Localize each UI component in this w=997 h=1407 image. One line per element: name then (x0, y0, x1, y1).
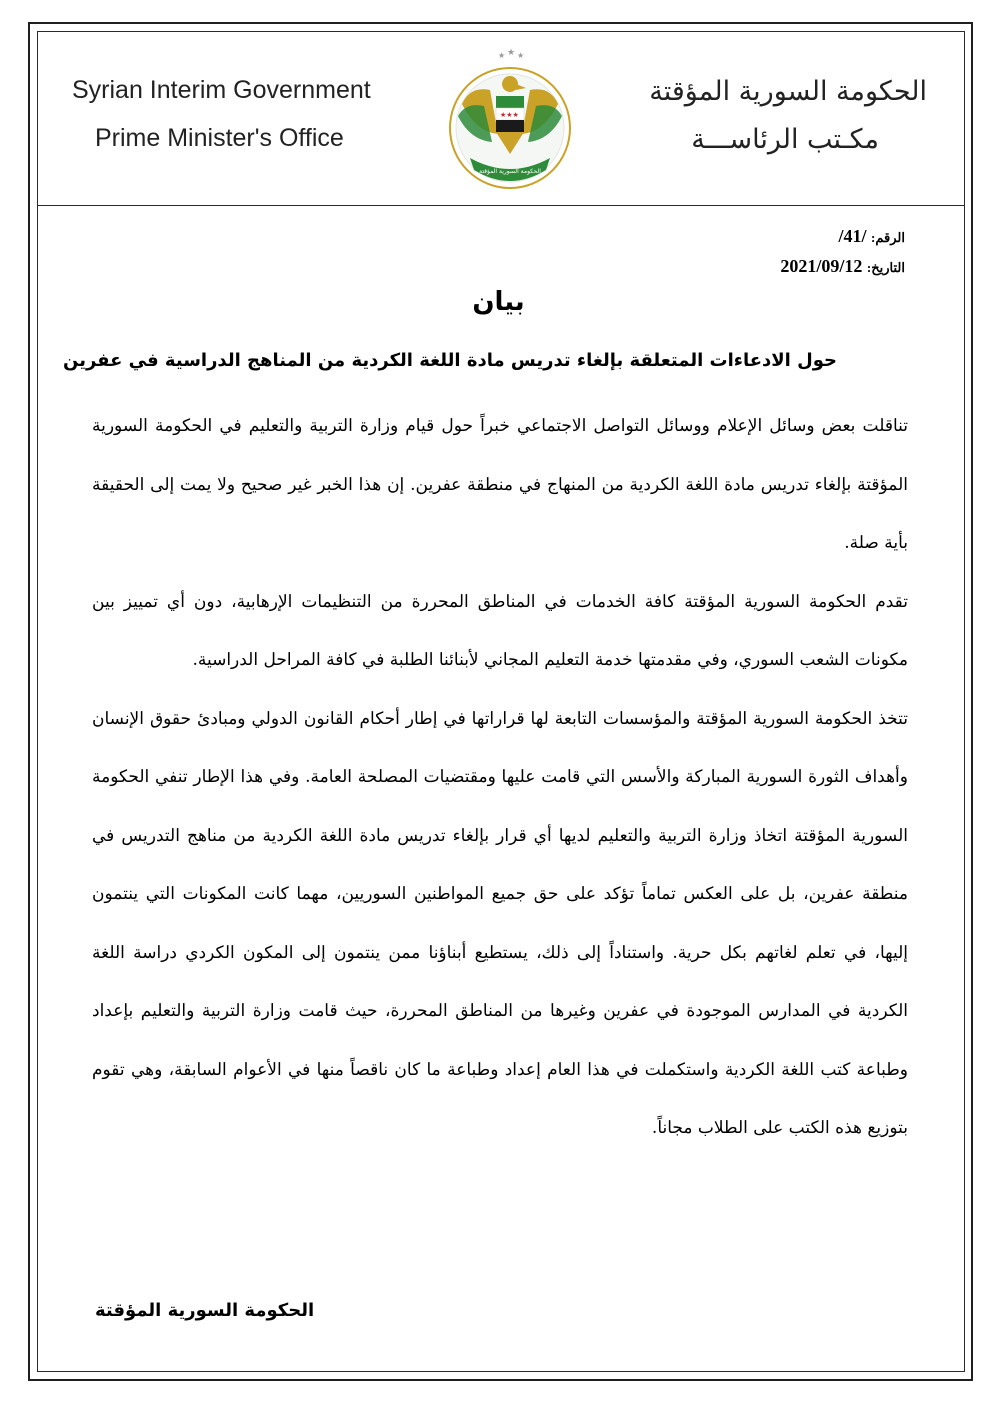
emblem-ribbon-text: الحكومة السورية المؤقتة (479, 168, 541, 175)
reference-number-value: /41/ (838, 226, 867, 246)
header-english-office: Prime Minister's Office (95, 124, 344, 152)
body-paragraph-1: تناقلت بعض وسائل الإعلام ووسائل التواصل الاجتماعي خبراً حول قيام وزارة التربية والتعليم في الحكومة السورية المؤقتة بإلغاء تدريس مادة اللغة الكردية من المنهاج في منطقة عفرين. إن هذا الخبر غير صحيح ولا يمت إلى الحقيقة بأية صلة. (92, 416, 908, 553)
reference-number (839, 226, 905, 247)
header-arabic-office: مكـتب الرئاســـة (691, 124, 879, 155)
document-title: بيان (472, 287, 525, 317)
body-paragraph-3: تتخذ الحكومة السورية المؤقتة والمؤسسات التابعة لها قراراتها في إطار أحكام القانون الدولي ومبادئ حقوق الإنسان وأهداف الثورة السورية المباركة والأسس التي قامت عليها ومقتضيات المصلحة العامة. وفي هذا الإطار تنفي الحكومة السورية المؤقتة اتخاذ وزارة التربية والتعليم لديها أي قرار بإلغاء تدريس مادة اللغة الكردية من مناهج التدريس في منطقة عفرين، بل على العكس تماماً تؤكد على حق جميع المواطنين السوريين، مهما كانت المكونات التي ينتمون إليها، في تعلم لغاتهم بكل حرية. واستناداً إلى ذلك، يستطيع أبناؤنا ممن ينتمون إلى المكون الكردي دراسة اللغة الكردية في المدارس الموجودة في عفرين وغيرها من المناطق المحررة، حيث قامت وزارة التربية والتعليم بإعداد وطباعة كتب اللغة الكردية واستكملت في هذا العام إعداد وطباعة ما كان ناقصاً منها في الأعوام السابقة، وهي تقوم بتوزيع هذه الكتب على الطلاب مجاناً. (92, 708, 908, 1138)
signature: الحكومة السورية المؤقتة (95, 1300, 315, 1321)
government-emblem-logo (440, 46, 580, 196)
document-date-value: 2021/09/12 (780, 256, 863, 276)
header-english-government: Syrian Interim Government (72, 76, 371, 104)
document-date (780, 256, 905, 277)
document-body (92, 397, 908, 1158)
reference-number-label: الرقم: (871, 230, 905, 245)
document-subtitle: حول الادعاءات المتعلقة بإلغاء تدريس مادة اللغة الكردية من المناهج الدراسية في عفرين (63, 350, 837, 371)
svg-text:★: ★ (507, 48, 516, 58)
svg-text:★: ★ (498, 51, 506, 60)
header-divider (37, 205, 965, 206)
body-paragraph-2: تقدم الحكومة السورية المؤقتة كافة الخدمات في المناطق المحررة من التنظيمات الإرهابية، دون أي تمييز بين مكونات الشعب السوري، وفي مقدمتها خدمة التعليم المجاني لأبنائنا الطلبة في كافة المراحل الدراسية. (92, 591, 908, 670)
svg-text:★★★: ★★★ (500, 111, 519, 119)
document-date-label: التاريخ: (866, 260, 905, 275)
header-arabic-government: الحكومة السورية المؤقتة (649, 76, 927, 107)
svg-text:★: ★ (517, 51, 525, 60)
